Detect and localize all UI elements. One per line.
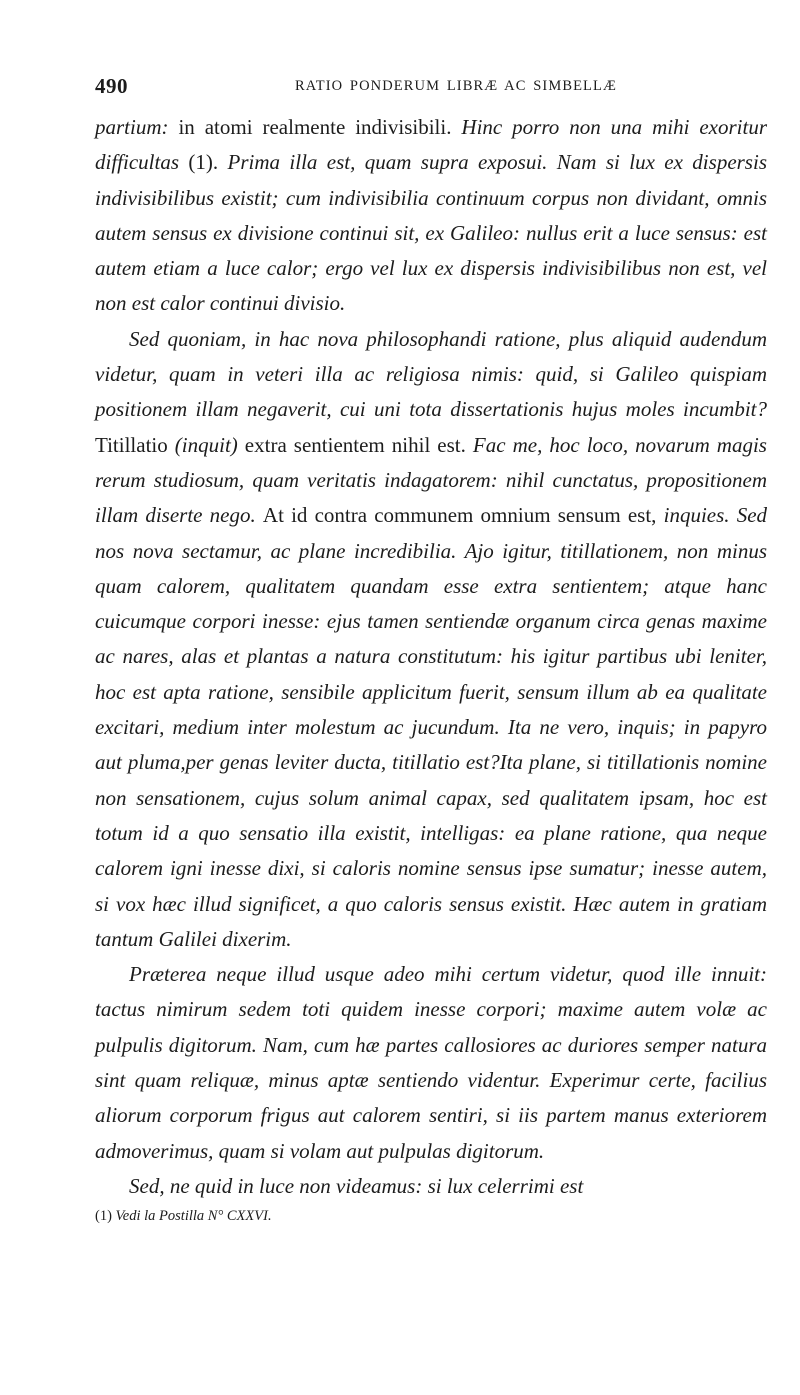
text-segment: Prima illa est, quam supra exposui. Nam si lux ex dispersis indivisibilibus existit; cum indivisibilia continuum corpus non dividant, omnis autem sensus ex divisione continui sit, ex Galileo: nullus erit a luce sensus: est autem etiam a luce calor; ergo vel lux ex dispersis indivisibilibus non est, vel non est calor continui divisio. <box>95 150 767 316</box>
footnote-text: Vedi la Postilla N° CXXVI. <box>115 1208 272 1225</box>
page <box>95 74 767 1226</box>
paragraph <box>95 110 767 322</box>
text-segment: Titillatio <box>95 432 175 457</box>
text-segment: partium: <box>95 115 179 139</box>
paragraph <box>95 322 767 957</box>
text-segment: Sed, ne quid in luce non videamus: si lux celerrimi est <box>129 1173 584 1198</box>
page-header <box>95 74 767 100</box>
running-head: RATIO PONDERUM LIBRÆ AC SIMBELLÆ <box>295 78 617 94</box>
text-segment: inquies. Sed nos nova sectamur, ac plane incredibilia. Ajo igitur, titillationem, non minus quam calorem, qualitatem quandam esse extra sentientem; atque hanc cuicumque corpori inesse: ejus tamen sentiendæ organum circa genas maxime ac nares, alas et plantas a natura constitutum: his igitur partibus ubi leniter, hoc est apta ratione, sensibile applicitum fuerit, sensum illum ab ea qualitate excitari, medium inter molestum ac jucundum. Ita ne vero, inquis; in papyro aut pluma,per genas leviter ducta, titillatio est?Ita plane, si titillationis nomine non sensationem, cujus solum animal capax, sed qualitatem ipsam, hoc est totum id a quo sensatio illa existit, intelligas: ea plane ratione, qua neque calorem igni inesse dixi, si caloris nomine sensus ipse sumatur; inesse autem, si vox hæc illud significet, a quo caloris sensus existit. Hæc autem in gratiam tantum Galilei dixerim. <box>95 503 768 951</box>
text-segment: Sed quoniam, in hac nova philosophandi ratione, plus aliquid audendum videtur, quam in veteri illa ac religiosa nimis: quid, si Galileo quispiam positionem illam negaverit, cui uni tota dissertationis hujus moles incumbit? <box>95 326 767 422</box>
page-number: 490 <box>95 74 128 98</box>
paragraph <box>95 1169 767 1204</box>
text-segment: Fac me, hoc loco, novarum magis rerum studiosum, quam veritatis indagatorem: nihil cunctatus, propositionem illam diserte nego. <box>95 432 767 528</box>
text-segment: in atomi realmente indivisibili. <box>178 115 462 139</box>
text-segment: Hinc porro non una mihi exoritur difficultas <box>95 115 768 175</box>
footnote-marker: (1) <box>95 1208 112 1225</box>
text-segment: At id contra communem omnium sensum est, <box>262 503 664 528</box>
text-segment: Præterea neque illud usque adeo mihi certum videtur, quod ille innuit: tactus nimirum sedem toti quidem inesse corpori; maxime autem volæ ac pulpulis digitorum. Nam, cum hæ partes callosiores ac duriores semper natura sint quam reliquæ, minus aptæ sentiendo videntur. Experimur certe, facilius aliorum corporum frigus aut calorem sentiri, si iis partem manus exteriorem admoverimus, quam si volam aut pulpulas digitorum. <box>95 962 767 1163</box>
text-segment: extra sentientem nihil est. <box>244 432 473 457</box>
footnote <box>95 1206 767 1226</box>
text-segment: (inquit) <box>174 432 245 457</box>
text-segment: (1). <box>188 150 228 175</box>
body-text <box>95 110 767 1204</box>
paragraph <box>95 957 767 1169</box>
